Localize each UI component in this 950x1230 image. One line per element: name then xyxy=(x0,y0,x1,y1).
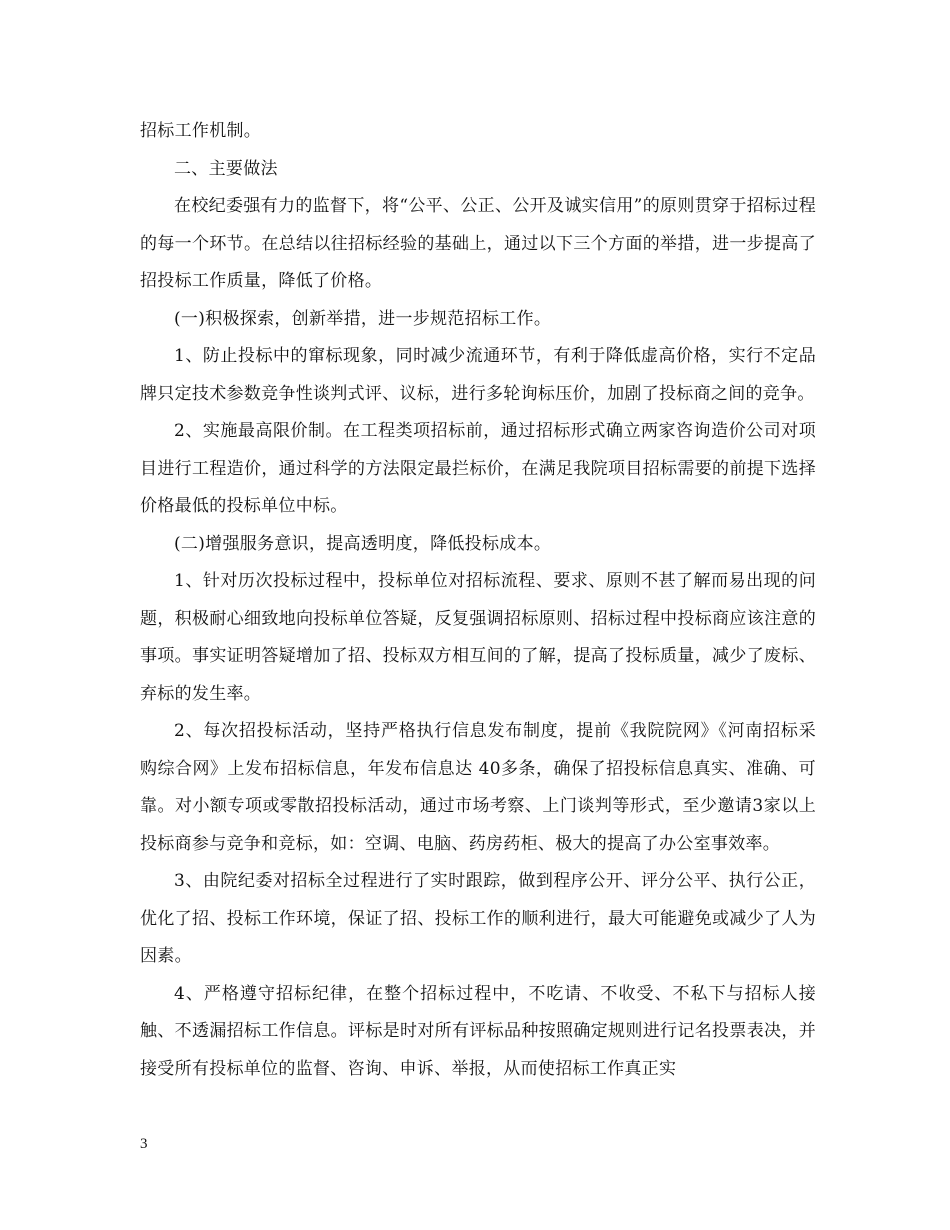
paragraph: 2、实施最高限价制。在工程类项招标前，通过招标形式确立两家咨询造价公司对项目进行工程造价，通过科学的方法限定最拦标价，在满足我院项目招标需要的前提下选择价格最低的投标单位中标。 xyxy=(140,421,816,516)
page-number: 3 xyxy=(140,1136,148,1152)
paragraph: 在校纪委强有力的监督下，将“公平、公正、公开及诚实信用”的原则贯穿于招标过程的每一个环节。在总结以往招标经验的基础上，通过以下三个方面的举措，进一步提高了招投标工作质量，降低了价格。 xyxy=(140,196,816,291)
paragraph: 2、每次招投标活动，坚持严格执行信息发布制度，提前《我院院网》《河南招标采购综合网》上发布招标信息，年发布信息达 40多条，确保了招投标信息真实、准确、可靠。对小额专项或零散招投标活动，通过市场考察、上门谈判等形式，至少邀请3家以上投标商参与竞争和竞标，如：空调、电脑、药房药柜、极大的提高了办公室事效率。 xyxy=(140,721,816,854)
paragraph: 3、由院纪委对招标全过程进行了实时跟踪，做到程序公开、评分公平、执行公正，优化了招、投标工作环境，保证了招、投标工作的顺利进行，最大可能避免或减少了人为因素。 xyxy=(140,871,816,966)
paragraph: 4、严格遵守招标纪律，在整个招标过程中，不吃请、不收受、不私下与招标人接触、不透漏招标工作信息。评标是时对所有评标品种按照确定规则进行记名投票表决，并接受所有投标单位的监督、咨询、申诉、举报，从而使招标工作真正实 xyxy=(140,983,816,1079)
subsection-heading: (一)积极探索，创新举措，进一步规范招标工作。 xyxy=(174,308,552,329)
paragraph: 1、防止投标中的窜标现象，同时减少流通环节，有利于降低虚高价格，实行不定品牌只定技术参数竞争性谈判式评、议标，进行多轮询标压价，加剧了投标商之间的竞争。 xyxy=(140,346,816,404)
paragraph: 1、针对历次投标过程中，投标单位对招标流程、要求、原则不甚了解而易出现的问题，积极耐心细致地向投标单位答疑，反复强调招标原则、招标过程中投标商应该注意的事项。事实证明答疑增加了招、投标双方相互间的了解，提高了投标质量，减少了废标、弃标的发生率。 xyxy=(140,571,816,704)
paragraph: 招标工作机制。 xyxy=(140,121,262,141)
section-heading: 二、主要做法 xyxy=(174,158,278,179)
document-body xyxy=(140,113,816,1088)
subsection-heading: (二)增强服务意识，提高透明度，降低投标成本。 xyxy=(174,533,552,554)
